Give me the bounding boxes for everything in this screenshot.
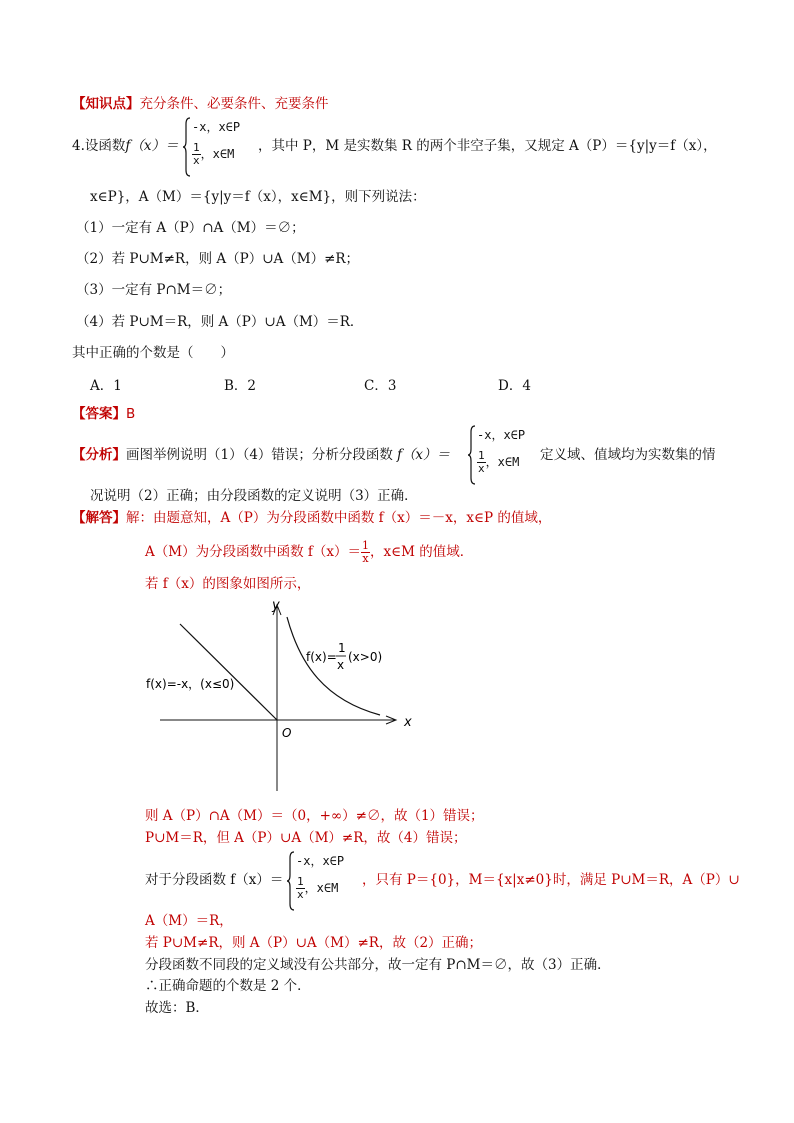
- solution-line-9: 分段函数不同段的定义域没有公共部分，故一定有 P∩M＝∅，故（3）正确．: [145, 957, 611, 973]
- origin-label: O: [282, 726, 292, 740]
- solution-line-4: 则 A（P）∩A（M）＝（0，+∞）≠∅，故（1）错误；: [145, 808, 484, 824]
- statement-3: （3）一定有 P∩M＝∅；: [76, 282, 232, 298]
- answer-label: 【答案】: [72, 406, 126, 422]
- solution-line-11: 故选：B．: [145, 1000, 209, 1016]
- solution-piecewise: -x，x∈P $\frac{1}{x}$ ，x∈M: [286, 850, 366, 912]
- line-branch: [180, 624, 277, 720]
- left-branch-label: f(x)=-x，(x≤0): [146, 677, 235, 691]
- right-label-suffix: (x>0): [348, 650, 383, 664]
- left-brace-icon: [286, 850, 296, 912]
- right-label-num: 1: [338, 641, 346, 655]
- solution-line-3: 若 f（x）的图象如图所示，: [145, 576, 311, 592]
- analysis-text-2: 定义域、值域均为实数集的情: [540, 447, 716, 463]
- knowledge-text: 充分条件、必要条件、充要条件: [139, 96, 329, 112]
- option-c: C．3: [364, 378, 397, 394]
- piece-two: $\frac{1}{x}$ ，x∈M: [193, 141, 235, 167]
- y-axis-label: y: [272, 598, 280, 613]
- solution-line-6a: 对于分段函数 f（x）＝: [145, 872, 284, 888]
- statement-4: （4）若 P∪M＝R，则 A（P）∪A（M）＝R．: [76, 314, 364, 330]
- solution-label: 【解答】: [72, 510, 126, 526]
- hyperbola-branch: [287, 617, 383, 715]
- analysis-label: 【分析】: [72, 447, 126, 463]
- left-brace-icon: [467, 424, 477, 486]
- question-suffix: ，其中 P，M 是实数集 R 的两个非空子集，又规定 A（P）＝{y|y＝f（x），: [258, 138, 717, 154]
- question-ask: 其中正确的个数是（ ）: [72, 345, 234, 361]
- option-d: D．4: [498, 378, 531, 394]
- analysis-line-2: 况说明（2）正确；由分段函数的定义说明（3）正确．: [90, 488, 418, 504]
- knowledge-label: 【知识点】: [72, 96, 140, 112]
- answer-value: B: [126, 406, 136, 422]
- knowledge-point: [72, 94, 329, 114]
- question-piecewise: [182, 116, 262, 178]
- left-brace-icon: [182, 116, 192, 178]
- right-label-prefix: f(x)=: [306, 650, 337, 664]
- right-label-den: x: [337, 658, 345, 672]
- solution-line-7: A（M）＝R，: [145, 913, 233, 929]
- solution-line-8: 若 P∪M≠R，则 A（P）∪A（M）≠R，故（2）正确；: [145, 935, 483, 951]
- piece-one: -x，x∈P: [192, 120, 241, 134]
- option-a: A．1: [90, 378, 122, 394]
- statement-2: （2）若 P∪M≠R，则 A（P）∪A（M）≠R；: [76, 251, 360, 267]
- solution-line-5: P∪M＝R，但 A（P）∪A（M）≠R，故（4）错误；: [145, 830, 467, 846]
- analysis-line-1: 【分析】画图举例说明（1）（4）错误；分析分段函数 f（x）＝: [72, 447, 451, 463]
- question-line-2: x∈P}，A（M）＝{y|y＝f（x），x∈M}，则下列说法：: [90, 189, 426, 205]
- answer: [72, 404, 135, 424]
- solution-line-2: A（M）为分段函数中函数 f（x）＝ $\frac{1}{x}$ ，x∈M 的值域．: [145, 539, 474, 565]
- x-axis-label: x: [404, 715, 412, 730]
- solution-line-6b: ，只有 P＝{0}，M＝{x|x≠0}时，满足 P∪M＝R，A（P）∪: [362, 872, 740, 888]
- statement-1: （1）一定有 A（P）∩A（M）＝∅；: [76, 220, 305, 236]
- analysis-piecewise: -x，x∈P $\frac{1}{x}$ ，x∈M: [467, 424, 543, 486]
- option-b: B．2: [224, 378, 257, 394]
- solution-line-1: 【解答】解：由题意知，A（P）为分段函数中函数 f（x）＝－x，x∈P 的值域，: [72, 510, 552, 526]
- function-graph: [140, 595, 420, 795]
- solution-line-10: ∴正确命题的个数是 2 个．: [145, 978, 311, 994]
- question-prefix: 4.设函数f（x）＝: [72, 138, 179, 154]
